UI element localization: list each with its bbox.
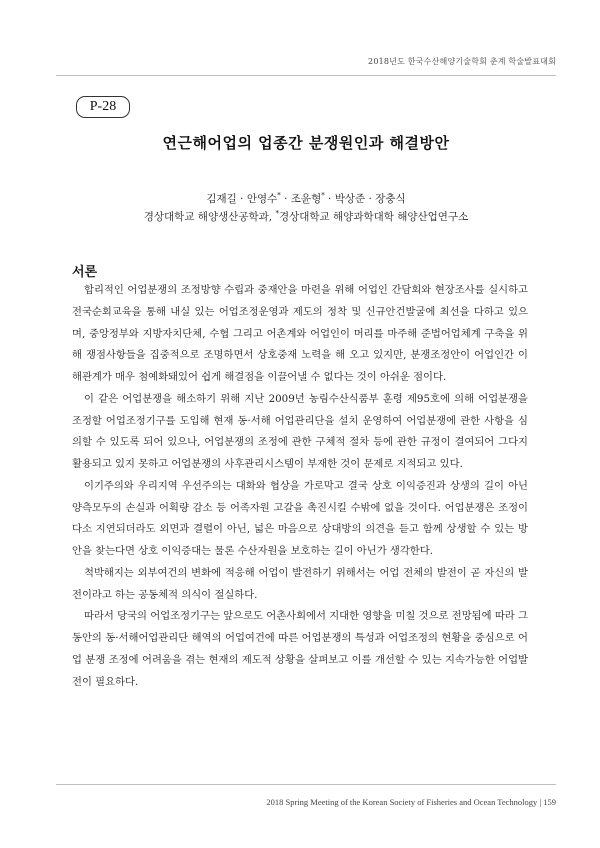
paragraph: 이기주의와 우리지역 우선주의는 대화와 협상을 가로막고 결국 상호 이익증진과 상생의 길이 아닌 양측모두의 손실과 어획량 감소 등 어족자원 고갈을 촉진시킬 수밖에 없을 것이다. 어업분쟁은 조정이 다소 지연되더라도 외면과 결렬이 아닌, 넓은 마음으로 상대방의 의견을 듣고 함께 상생할 수 있는 방안을 찾는다면 상호 이익증대는 물론 수산자원을 보호하는 길이 아닌가 생각한다. [72, 479, 528, 557]
paragraph: 따라서 당국의 어업조정기구는 앞으로도 어촌사회에서 지대한 영향을 미칠 것으로 전망됨에 따라 그동안의 동·서해어업관리단 해역의 어업여건에 따른 어업분쟁의 특성과 어업조정의 현황을 중심으로 어업 분쟁 조정에 어려움을 겪는 현재의 제도적 상황을 살펴보고 이를 개선할 수 있는 지속가능한 어업발전이 필요하다. [72, 610, 528, 688]
author-name: 장충식 [375, 193, 406, 205]
author-separator: · [236, 193, 247, 205]
affiliation-primary: 경상대학교 해양생산공학과, [143, 211, 276, 223]
poster-number-badge: P-28 [76, 96, 130, 118]
author-separator: · [365, 193, 376, 205]
footer-divider [56, 784, 556, 785]
running-footer [266, 797, 556, 807]
paragraph: 척박해지는 외부여건의 변화에 적응해 어업이 발전하기 위해서는 어업 전체의 발전이 곧 자신의 발전이라고 하는 공동체적 의식이 절실하다. [72, 566, 528, 601]
paragraph: 합리적인 어업분쟁의 조정방향 수립과 중재안을 마련을 위해 어업인 간담회와 현장조사를 실시하고 전국순회교육을 통해 내실 있는 어업조정운영과 제도의 정착 및 신규안건발굴에 최선을 다하고 있으며, 중앙정부와 지방자치단체, 수협 그리고 어촌계와 어업인이 머리를 마주해 준법어업체계 구축을 위해 쟁점사항들을 집중적으로 조명하면서 상호중재 노력을 해 오고 있지만, 분쟁조정안이 어업인간 이해관계가 매우 첨예화돼있어 쉽게 해결점을 이끌어낼 수 없다는 것이 아쉬운 점이다. [72, 284, 529, 383]
affiliation-marker: * [321, 191, 325, 200]
running-header: 2018년도 한국수산해양기술학회 춘계 학술발표대회 [368, 57, 556, 66]
affiliation-marker: * [275, 209, 279, 218]
affiliation-secondary: 경상대학교 해양과학대학 해양산업연구소 [278, 211, 469, 223]
paragraph: 이 같은 어업분쟁을 해소하기 위해 지난 2009년 농림수산식품부 훈령 제95호에 의해 어업분쟁을 조정할 어업조정기구를 도입해 현재 동·서해 어업관리단을 설치 운영하여 어업분쟁에 관한 사항을 심의할 수 있도록 되어 있으나, 어업분쟁의 조정에 관한 구체적 절차 등에 관한 규정이 결여되어 그다지 활용되고 있지 못하고 어업분쟁의 사후관리시스템이 부재한 것이 문제로 지적되고 있다. [72, 392, 528, 470]
footer-separator: | [537, 797, 544, 807]
author-list [56, 191, 556, 206]
author-name: 안영수 [246, 193, 278, 205]
author-separator: · [280, 193, 291, 205]
footer-text: 2018 Spring Meeting of the Korean Society of Fisheries and Ocean Technology [266, 797, 538, 807]
affiliation-marker: * [277, 191, 281, 200]
author-name: 조윤형 [290, 193, 322, 205]
section-heading: 서론 [72, 265, 98, 280]
author-name: 박상준 [334, 193, 366, 205]
header-divider [56, 75, 556, 76]
affiliation-line [56, 209, 556, 224]
page-number: 159 [543, 797, 556, 807]
paper-title: 연근해어업의 업종간 분쟁원인과 해결방안 [162, 134, 450, 152]
author-name: 김재길 [206, 193, 237, 205]
body-text [72, 280, 528, 693]
author-separator: · [324, 193, 335, 205]
